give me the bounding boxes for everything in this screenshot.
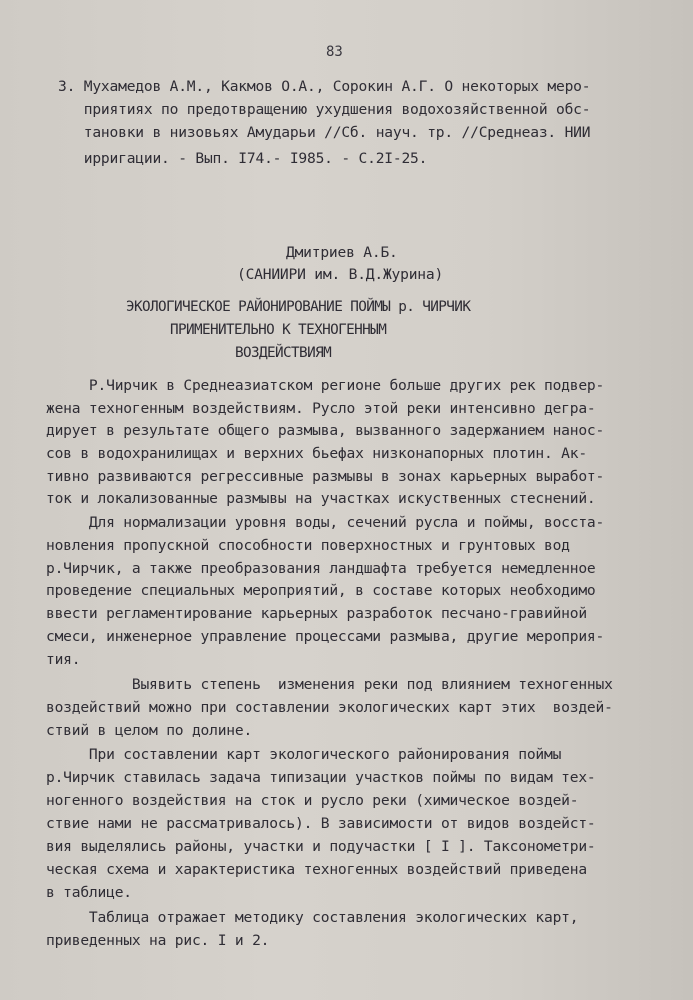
body-line: ствий в целом по долине.: [46, 722, 253, 739]
body-line: смеси, инженерное управление процессами размыва, другие мероприя-: [46, 628, 605, 645]
body-line: ток и локализованные размывы на участках искуственных стеснений.: [46, 490, 596, 507]
page-number: 83: [326, 44, 343, 60]
body-line: тия.: [46, 651, 81, 668]
title-line: ВОЗДЕЙСТВИЯМ: [235, 345, 332, 361]
body-line: Р.Чирчик в Среднеазиатском регионе больше других рек подвер-: [46, 377, 605, 394]
body-line: воздействий можно при составлении экологических карт этих воздей-: [46, 699, 613, 716]
body-line: При составлении карт экологического районирования поймы: [46, 746, 562, 763]
reference-line: 3. Мухамедов А.М., Какмов О.А., Сорокин А.Г. О некоторых меро-: [58, 78, 591, 95]
reference-line: тановки в низовьях Амударьи //Сб. науч. тр. //Среднеаз. НИИ: [58, 124, 591, 141]
reference-line: ирригации. - Вып. I74.- I985. - С.2I-25.: [58, 150, 428, 167]
body-line: р.Чирчик, а также преобразования ландшафта требуется немедленное: [46, 560, 596, 577]
author-affiliation: (САНИИРИ им. В.Д.Журина): [237, 266, 444, 283]
body-line: Выявить степень изменения реки под влиянием техногенных: [46, 676, 613, 693]
body-line: вия выделялись районы, участки и подучастки [ I ]. Таксонометри-: [46, 838, 596, 855]
reference-line: приятиях по предотвращению ухудшения водохозяйственной обс-: [58, 101, 591, 118]
body-line: проведение специальных мероприятий, в составе которых необходимо: [46, 582, 596, 599]
body-line: тивно развиваются регрессивные размывы в зонах карьерных выработ-: [46, 468, 605, 485]
body-line: ввести регламентирование карьерных разработок песчано-гравийной: [46, 605, 587, 622]
body-line: сов в водохранилищах и верхних бьефах низконапорных плотин. Ак-: [46, 445, 587, 462]
body-line: приведенных на рис. I и 2.: [46, 932, 270, 949]
body-line: Таблица отражает методику составления экологических карт,: [46, 909, 579, 926]
body-line: новления пропускной способности поверхностных и грунтовых вод: [46, 537, 570, 554]
body-line: ческая схема и характеристика техногенных воздействий приведена: [46, 861, 587, 878]
body-line: дирует в результате общего размыва, вызванного задержанием нанос-: [46, 422, 605, 439]
body-line: в таблице.: [46, 884, 132, 901]
author-name: Дмитриев А.Б.: [286, 244, 398, 261]
body-line: ногенного воздействия на сток и русло реки (химическое воздей-: [46, 792, 579, 809]
body-line: Для нормализации уровня воды, сечений русла и поймы, восста-: [46, 514, 605, 531]
body-line: жена техногенным воздействиям. Русло этой реки интенсивно дегра-: [46, 400, 596, 417]
title-line: ЭКОЛОГИЧЕСКОЕ РАЙОНИРОВАНИЕ ПОЙМЫ р. ЧИРЧИК: [126, 299, 471, 315]
title-line: ПРИМЕНИТЕЛЬНО К ТЕХНОГЕННЫМ: [170, 322, 387, 338]
body-line: р.Чирчик ставилась задача типизации участков поймы по видам тех-: [46, 769, 596, 786]
body-line: ствие нами не рассматривалось). В зависимости от видов воздейст-: [46, 815, 596, 832]
